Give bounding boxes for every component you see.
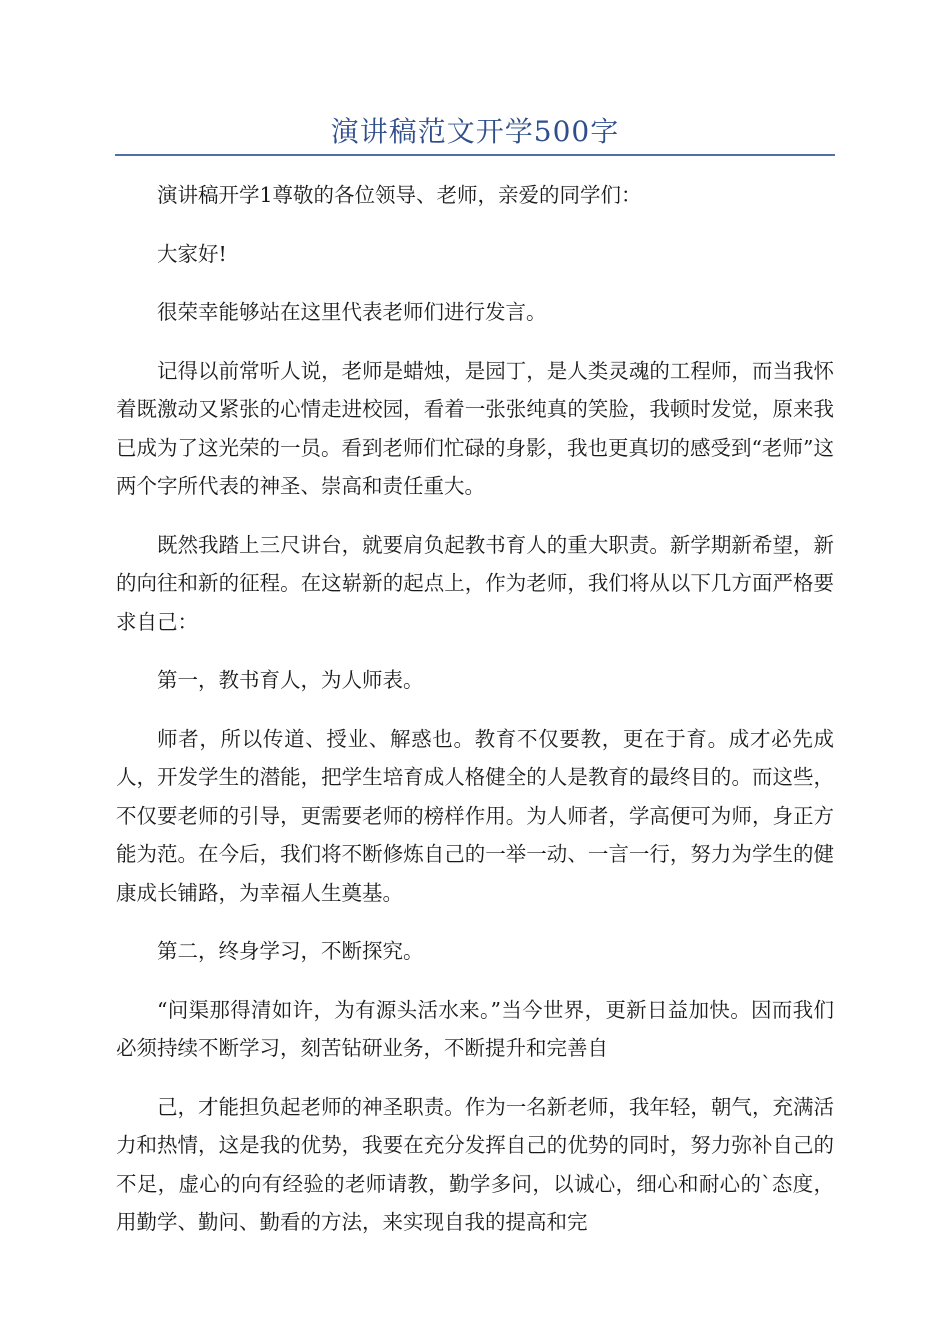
paragraph-teacher: 师者，所以传道、授业、解惑也。教育不仅要教，更在于育。成才必先成人，开发学生的潜能，把学生培育成人格健全的人是教育的最终目的。而这些，不仅要老师的引导，更需要老师的榜样作用。为人师者，学高便可为师，身正方能为范。在今后，我们将不断修炼自己的一举一动、一言一行，努力为学生的健康成长铺路，为幸福人生奠基。 — [116, 726, 834, 905]
paragraph-duty: 既然我踏上三尺讲台，就要肩负起教书育人的重大职责。新学期新希望，新的向往和新的征程。在这崭新的起点上，作为老师，我们将从以下几方面严格要求自己： — [116, 532, 834, 634]
paragraph-point-two: 第二，终身学习，不断探究。 — [157, 939, 424, 963]
paragraph-honor: 很荣幸能够站在这里代表老师们进行发言。 — [157, 300, 547, 324]
document-body — [116, 176, 834, 1262]
document-title: 演讲稿范文开学500字 — [330, 115, 620, 148]
paragraph-growth: 己，才能担负起老师的神圣职责。作为一名新老师，我年轻，朝气，充满活力和热情，这是我的优势，我要在充分发挥自己的优势的同时，努力弥补自己的不足，虚心的向有经验的老师请教，勤学多问，以诚心，细心和耐心的`态度，用勤学、勤问、勤看的方法，来实现自我的提高和完 — [116, 1094, 834, 1234]
paragraph-point-one: 第一，教书育人，为人师表。 — [157, 668, 424, 692]
paragraph-learning: “问渠那得清如许，为有源头活水来。”当今世界，更新日益加快。因而我们必须持续不断学习，刻苦钻研业务，不断提升和完善自 — [116, 997, 834, 1060]
paragraph-memory: 记得以前常听人说，老师是蜡烛，是园丁，是人类灵魂的工程师，而当我怀着既激动又紧张的心情走进校园，看着一张张纯真的笑脸，我顿时发觉，原来我已成为了这光荣的一员。看到老师们忙碌的身影，我也更真切的感受到“老师”这两个字所代表的神圣、崇高和责任重大。 — [116, 358, 834, 498]
paragraph-hello: 大家好! — [157, 241, 227, 266]
paragraph-greeting: 演讲稿开学1尊敬的各位领导、老师，亲爱的同学们： — [157, 183, 642, 207]
title-underline — [115, 154, 835, 156]
